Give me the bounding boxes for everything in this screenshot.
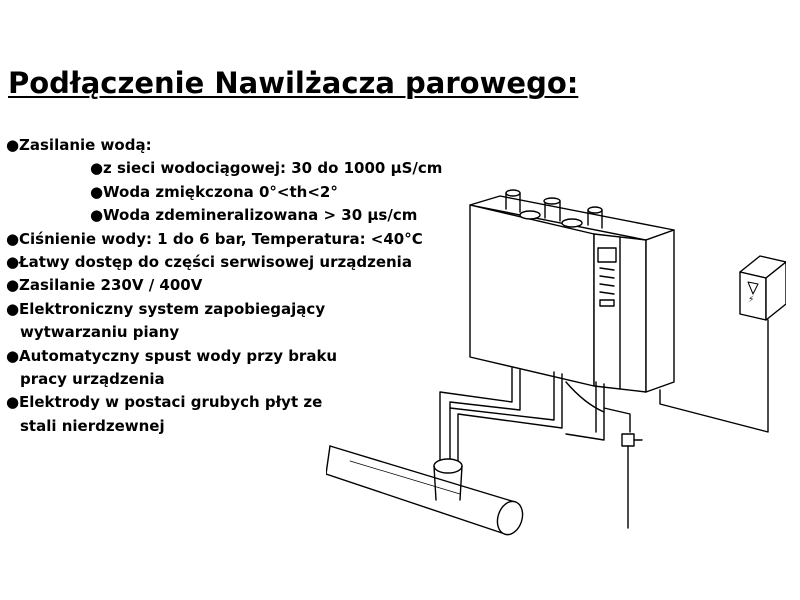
bullet-text: Woda zmiękczona 0°<th<2°: [103, 182, 338, 201]
bullet-icon: ●: [6, 136, 20, 154]
bullet-icon: ●: [6, 346, 20, 365]
humidifier-installation-diagram: [326, 176, 786, 596]
bullet-text: z sieci wodociągowej: 30 do 1000 μS/cm: [103, 159, 443, 178]
bullet-icon: ●: [90, 182, 104, 201]
bullet-text: Woda zdemineralizowana > 30 μs/cm: [103, 206, 418, 225]
bullet-icon: ●: [6, 253, 20, 272]
electrical-box: [740, 256, 786, 320]
bullet-item: [6, 134, 466, 157]
bullet-icon: ●: [6, 276, 20, 295]
bullet-continuation: pracy urządzenia: [20, 370, 165, 389]
bullet-continuation: wytwarzaniu piany: [20, 323, 180, 342]
drain-pipes: [434, 368, 630, 500]
bullet-continuation: stali nierdzewnej: [20, 416, 165, 435]
bullet-icon: ●: [6, 299, 20, 318]
bullet-text: Ciśnienie wody: 1 do 6 bar, Temperatura: <40°C: [19, 229, 423, 248]
bullet-icon: ●: [6, 393, 20, 412]
bullet-text: Zasilanie 230V / 400V: [19, 276, 203, 295]
humidifier-unit: [470, 190, 674, 392]
bullet-text: Elektrody w postaci grubych płyt ze: [19, 393, 323, 412]
slide-title: Podłączenie Nawilżacza parowego:: [8, 66, 579, 100]
warning-icon: ⚡: [748, 295, 755, 305]
bullet-icon: ●: [90, 159, 104, 178]
bullet-text: Automatyczny spust wody przy braku: [19, 346, 338, 365]
main-water-pipe: [326, 446, 527, 538]
power-cable: [660, 320, 768, 432]
bullet-text: Łatwy dostęp do części serwisowej urządzenia: [19, 253, 412, 272]
bullet-text: Zasilanie wodą:: [19, 136, 152, 154]
bullet-icon: ●: [6, 229, 20, 248]
bullet-icon: ●: [90, 206, 104, 225]
bullet-text: Elektroniczny system zapobiegający: [19, 299, 326, 318]
